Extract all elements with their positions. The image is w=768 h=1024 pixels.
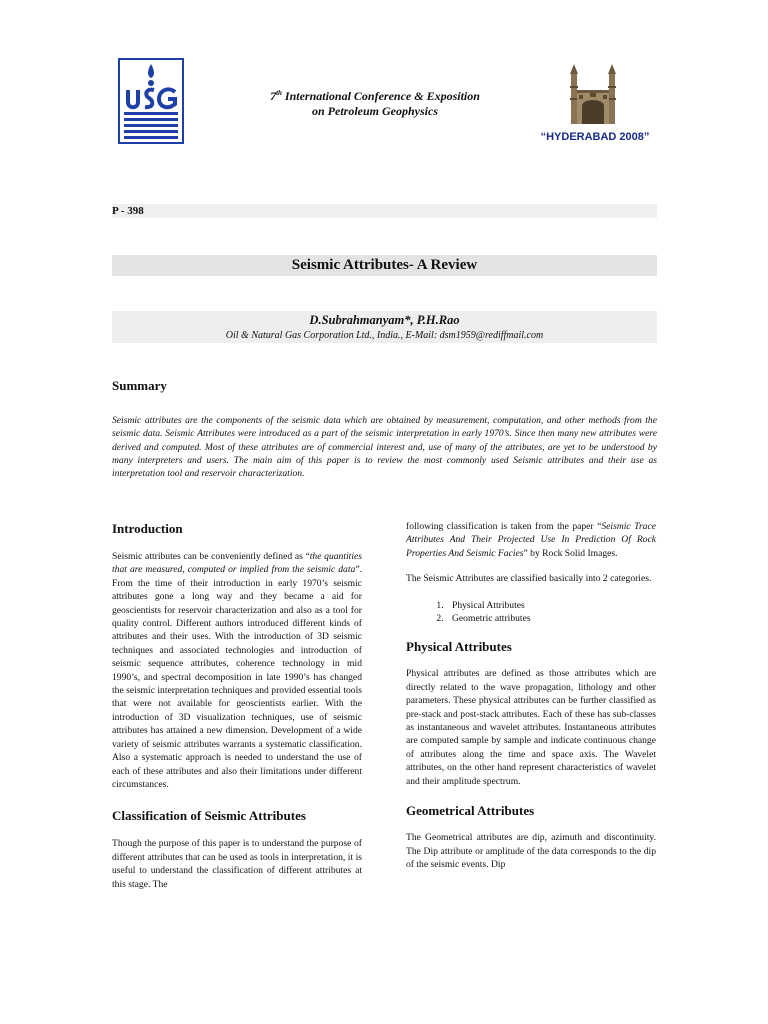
conference-line-1 [230,86,520,104]
introduction-paragraph [112,550,362,791]
reference-title: Seismic Trace Attributes And Their Projected Use In Prediction Of Rock Properties And Seismic Facies [406,521,656,559]
physical-attributes-text: Physical attributes are defined as those attributes which are directly related to the wave propagation, lithology and other parameters. These physical attributes can be further classified as pre-stack and post-stack attributes. Each of these has sub-classes as instantaneous and wavelet attributes. Instantaneous attributes are computed sample by sample and indicate continuous change of attributes along the time and space axis. The Wavelet attributes, on the other hand represent characteristics of wavelet and their amplitude spectrum. [406,668,656,787]
introduction-text-rest: ”. From the time of their introduction in early 1970’s seismic attributes gone a long way and they became a aid for geoscientists for reservoir characterization and also as a tool for quality control. Different authors introduced different kinds of attributes and their uses. With the introduction of 3D seismic techniques and associated technologies and introduction of seismic sequence attributes, coherence technology in mid 1990’s, and spectral decomposition in late 1990’s has changed the seismic interpretation techniques and provided essential tools that were not available for geoscientists earlier. With the introduction of 3D visualization techniques, use of seismic attributes has attained a new dimension. Development of a wide variety of seismic attributes warrants a systematic classification. Also a systematic approach is needed to understand the use of each of these attributes and also their limitations under different circumstances. [112,564,362,790]
affiliation: Oil & Natural Gas Corporation Ltd., India., E-Mail: dsm1959@rediffmail.com [225,330,544,341]
conference-line-2: on Petroleum Geophysics [312,104,438,118]
classification-paragraph-2 [406,520,656,560]
attribute-categories-list [406,599,656,626]
classification-heading: Classification of Seismic Attributes [112,808,306,824]
conference-ordinal-suffix: th [276,89,282,97]
introduction-text-start: Seismic attributes can be conveniently defined as “ [112,551,310,562]
spg-logo-icon [118,58,184,144]
summary-heading: Summary [112,378,167,393]
authors-block [112,311,657,343]
conference-title [230,86,520,119]
geometrical-attributes-text: The Geometrical attributes are dip, azimuth and discontinuity. The Dip attribute or amplitude of the data corresponds to the dip of the seismic events. Dip [406,832,656,870]
conference-ordinal: 7 [270,89,277,103]
list-item: 2. Geometric attributes [446,612,656,625]
classification-text-end: ” by Rock Solid Images. [523,547,618,559]
left-column [112,520,362,891]
classification-text-start: following classification is taken from the paper “ [406,521,602,532]
classification-paragraph-1: Though the purpose of this paper is to understand the purpose of different attributes that can be used as tools in interpretation, it is useful to understand the classification of different attributes at this stage. The [112,838,362,890]
geometrical-attributes-heading: Geometrical Attributes [406,803,535,819]
summary-text: Seismic attributes are the components of the seismic data which are obtained by measurement, computation, and other methods from the seismic data. Seismic Attributes were introduced as a part of the seismic interpretation in early 1970’s. Since then many new attributes were derived and computed. Most of these attributes are of commercial interest and, use of many of the attributes, are yet to be understood by many interpreters and users. The main aim of this paper is to review the most commonly used Seismic attributes and their use as interpretation tool and reservoir characterization. [112,415,657,480]
definition-quote: the quantities that are measured, computed or implied from the seismic data [112,551,362,576]
authors: D.Subrahmanyam*, P.H.Rao [309,313,460,327]
introduction-heading: Introduction [112,521,183,536]
paper-number: P - 398 [112,205,144,217]
conference-line-1-text: International Conference & Exposition [281,89,480,103]
charminar-icon [566,60,620,126]
paper-number-bar [112,204,657,218]
paper-title: Seismic Attributes- A Review [112,255,657,276]
classification-paragraph-3: The Seismic Attributes are classified basically into 2 categories. [406,573,652,585]
right-column [406,520,656,871]
city-label: “HYDERABAD 2008” [540,131,650,143]
physical-attributes-heading: Physical Attributes [406,639,512,655]
list-item: 1. Physical Attributes [446,599,656,612]
